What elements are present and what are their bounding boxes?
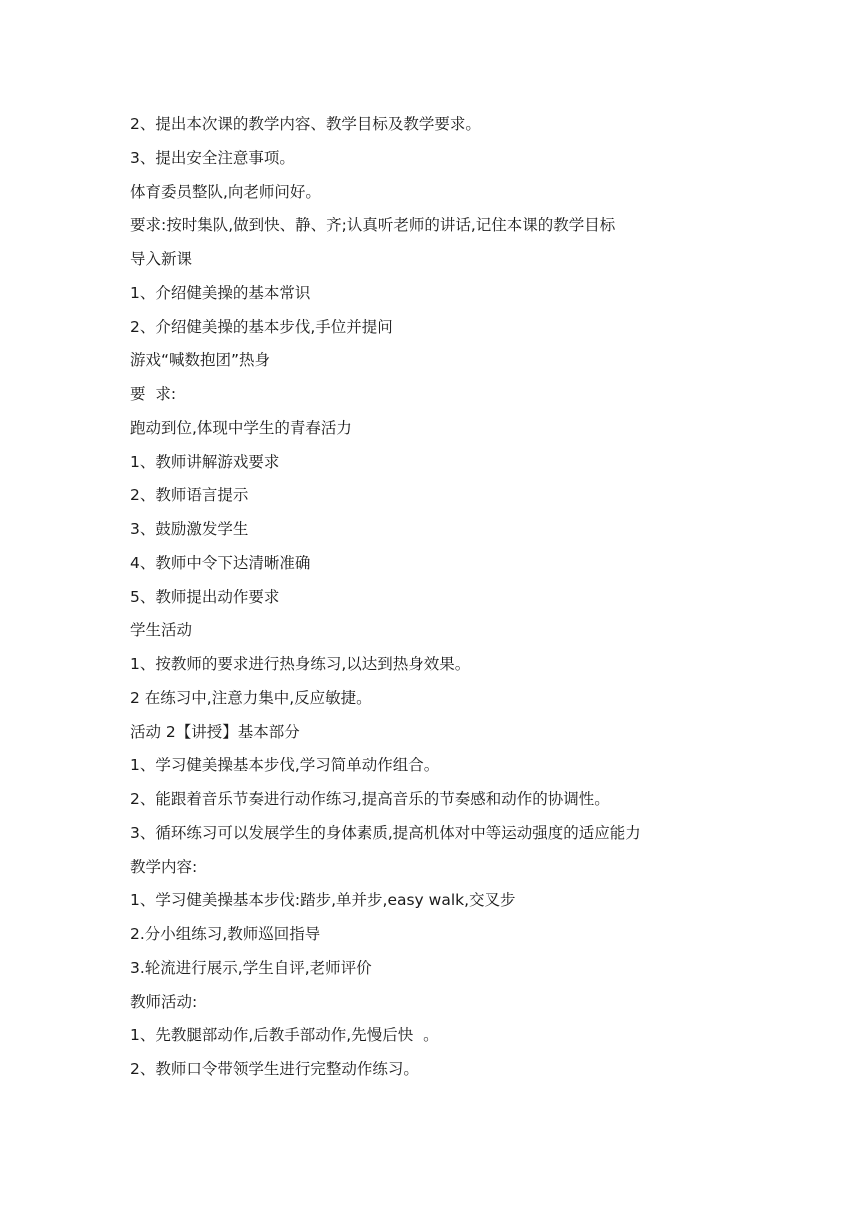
section-heading: 教师活动:: [130, 992, 198, 1011]
section-heading: 学生活动: [130, 621, 193, 640]
text-line: 要 求:: [130, 385, 177, 403]
text-line: 1、教师讲解游戏要求: [130, 452, 280, 471]
text-line: 3、循环练习可以发展学生的身体素质,提高机体对中等运动强度的适应能力: [130, 823, 641, 842]
section-heading: 导入新课: [130, 250, 193, 268]
text-line: 2.分小组练习,教师巡回指导: [130, 925, 321, 943]
text-line: 3、鼓励激发学生: [130, 520, 249, 538]
text-line: 1、介绍健美操的基本常识: [130, 283, 311, 302]
text-line: 要求:按时集队,做到快、静、齐;认真听老师的讲话,记住本课的教学目标: [130, 216, 616, 235]
text-line: 2、教师口令带领学生进行完整动作练习。: [130, 1060, 419, 1078]
section-heading: 游戏“喊数抱团”热身: [130, 351, 271, 370]
text-line: 1、按教师的要求进行热身练习,以达到热身效果。: [130, 655, 471, 673]
section-heading: 活动 2【讲授】基本部分: [130, 722, 300, 741]
text-line: 2、能跟着音乐节奏进行动作练习,提高音乐的节奏感和动作的协调性。: [130, 790, 610, 808]
section-heading: 教学内容:: [130, 857, 198, 876]
text-line: 2、教师语言提示: [130, 486, 249, 505]
text-line: 2、提出本次课的教学内容、教学目标及教学要求。: [130, 115, 481, 133]
text-line: 4、教师中令下达清晰准确: [130, 553, 311, 572]
text-line: 1、学习健美操基本步伐,学习简单动作组合。: [130, 756, 440, 775]
text-line: 2、介绍健美操的基本步伐,手位并提问: [130, 317, 393, 336]
text-line: 1、先教腿部动作,后教手部动作,先慢后快 。: [130, 1026, 439, 1045]
text-line: 3、提出安全注意事项。: [130, 148, 295, 167]
text-line: 1、学习健美操基本步伐:踏步,单并步,easy walk,交叉步: [130, 891, 516, 910]
text-line: 体育委员整队,向老师问好。: [130, 182, 321, 201]
document-body: [130, 108, 770, 1087]
text-line: 3.轮流进行展示,学生自评,老师评价: [130, 958, 372, 977]
text-line: 5、教师提出动作要求: [130, 587, 280, 606]
text-line: 跑动到位,体现中学生的青春活力: [130, 418, 352, 437]
text-line: 2 在练习中,注意力集中,反应敏捷。: [130, 688, 372, 707]
